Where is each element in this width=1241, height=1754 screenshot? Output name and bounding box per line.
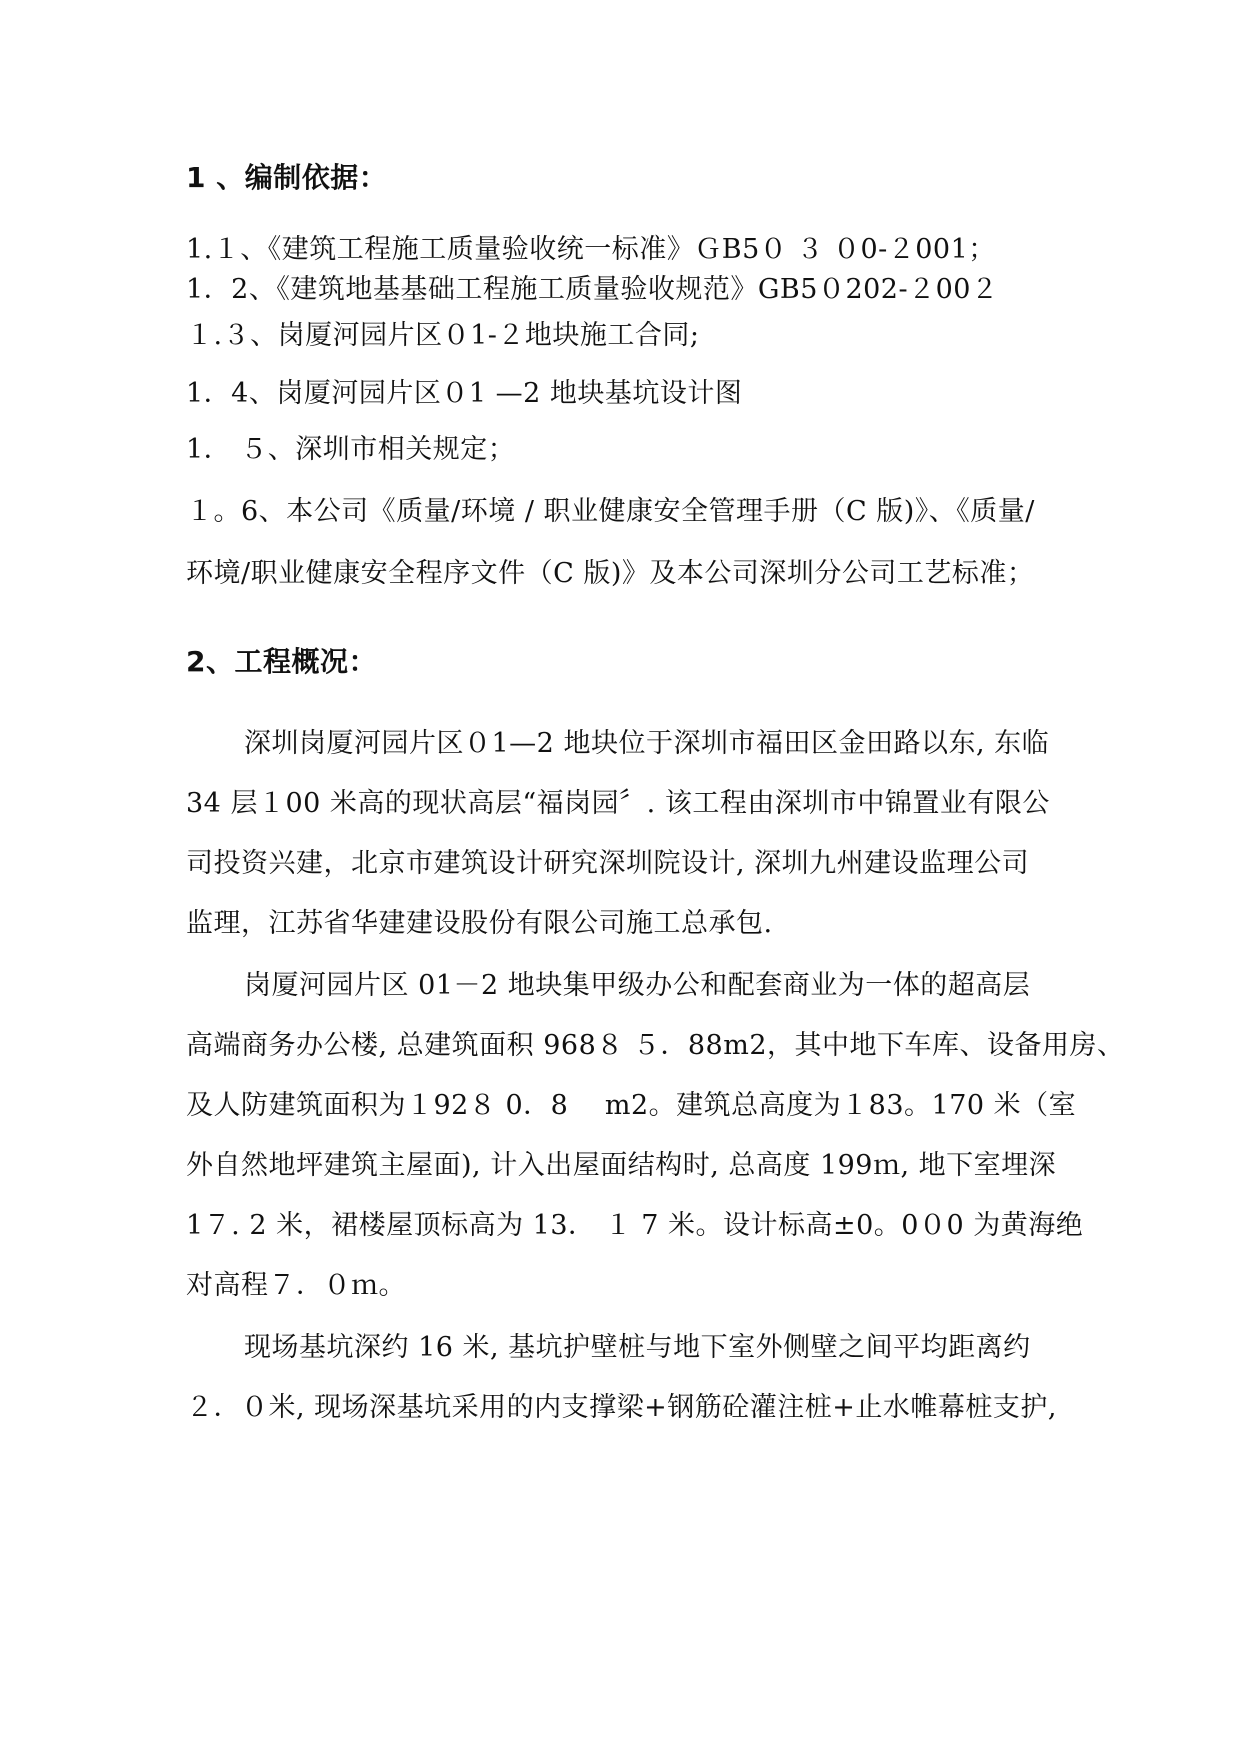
overview-paragraph-1-line-1: 深圳岗厦河园片区０1—2 地块位于深圳市福田区金田路以东, 东临 [244, 728, 1050, 759]
overview-paragraph-3-line-2: ２．０米, 现场深基坑采用的内支撑梁+钢筋砼灌注桩+止水帷幕桩支护, [186, 1392, 1057, 1423]
overview-paragraph-2-line-6: 对高程７．０ｍ。 [186, 1270, 406, 1301]
overview-paragraph-1-line-4: 监理，江苏省华建建设股份有限公司施工总承包. [186, 908, 773, 939]
basis-item-3: １.３、岗厦河园片区０1-２地块施工合同; [186, 320, 700, 351]
overview-paragraph-2-line-2: 高端商务办公楼, 总建筑面积 968８ ５．88m2，其中地下车库、设备用房、 [186, 1030, 1125, 1061]
section-1-heading: 1 、编制依据： [186, 161, 388, 194]
overview-paragraph-3-line-1: 现场基坑深约 16 米, 基坑护壁桩与地下室外侧壁之间平均距离约 [244, 1332, 1031, 1363]
overview-paragraph-1-line-3: 司投资兴建，北京市建筑设计研究深圳院设计, 深圳九州建设监理公司 [186, 848, 1030, 879]
basis-item-5: 1． ５、深圳市相关规定； [186, 434, 516, 465]
basis-item-4: 1．4、岗厦河园片区０1 —2 地块基坑设计图 [186, 378, 743, 409]
overview-paragraph-2-line-4: 外自然地坪建筑主屋面), 计入出屋面结构时, 总高度 199ｍ, 地下室埋深 [186, 1150, 1057, 1181]
overview-paragraph-1-line-2: 34 层１00 米高的现状高层“福岗园〞. 该工程由深圳市中锦置业有限公 [186, 788, 1050, 819]
overview-paragraph-2-line-1: 岗厦河园片区 01－2 地块集甲级办公和配套商业为一体的超高层 [244, 970, 1031, 1001]
overview-paragraph-2-line-3: 及人防建筑面积为１92８ 0．8 m2。建筑总高度为１83。170 米（室 [186, 1090, 1077, 1121]
basis-item-6: １。6、本公司《质量/环境 / 职业健康安全管理手册（C 版)》、《质量/ [186, 496, 1035, 527]
basis-item-1: 1.１、《建筑工程施工质量验收统一标准》ＧB5０ ３ ０0-２001； [186, 234, 996, 265]
overview-paragraph-2-line-5: 1７. 2 米，裙楼屋顶标高为 13． １ 7 米。设计标高±0。0０0 为黄海绝 [186, 1210, 1084, 1241]
basis-item-2: 1．2、《建筑地基基础工程施工质量验收规范》GB5０202-２00２ [186, 274, 999, 305]
section-2-heading: 2、工程概况： [186, 645, 377, 678]
basis-item-6-continued: 环境/职业健康安全程序文件（C 版)》及本公司深圳分公司工艺标准； [186, 558, 1035, 589]
